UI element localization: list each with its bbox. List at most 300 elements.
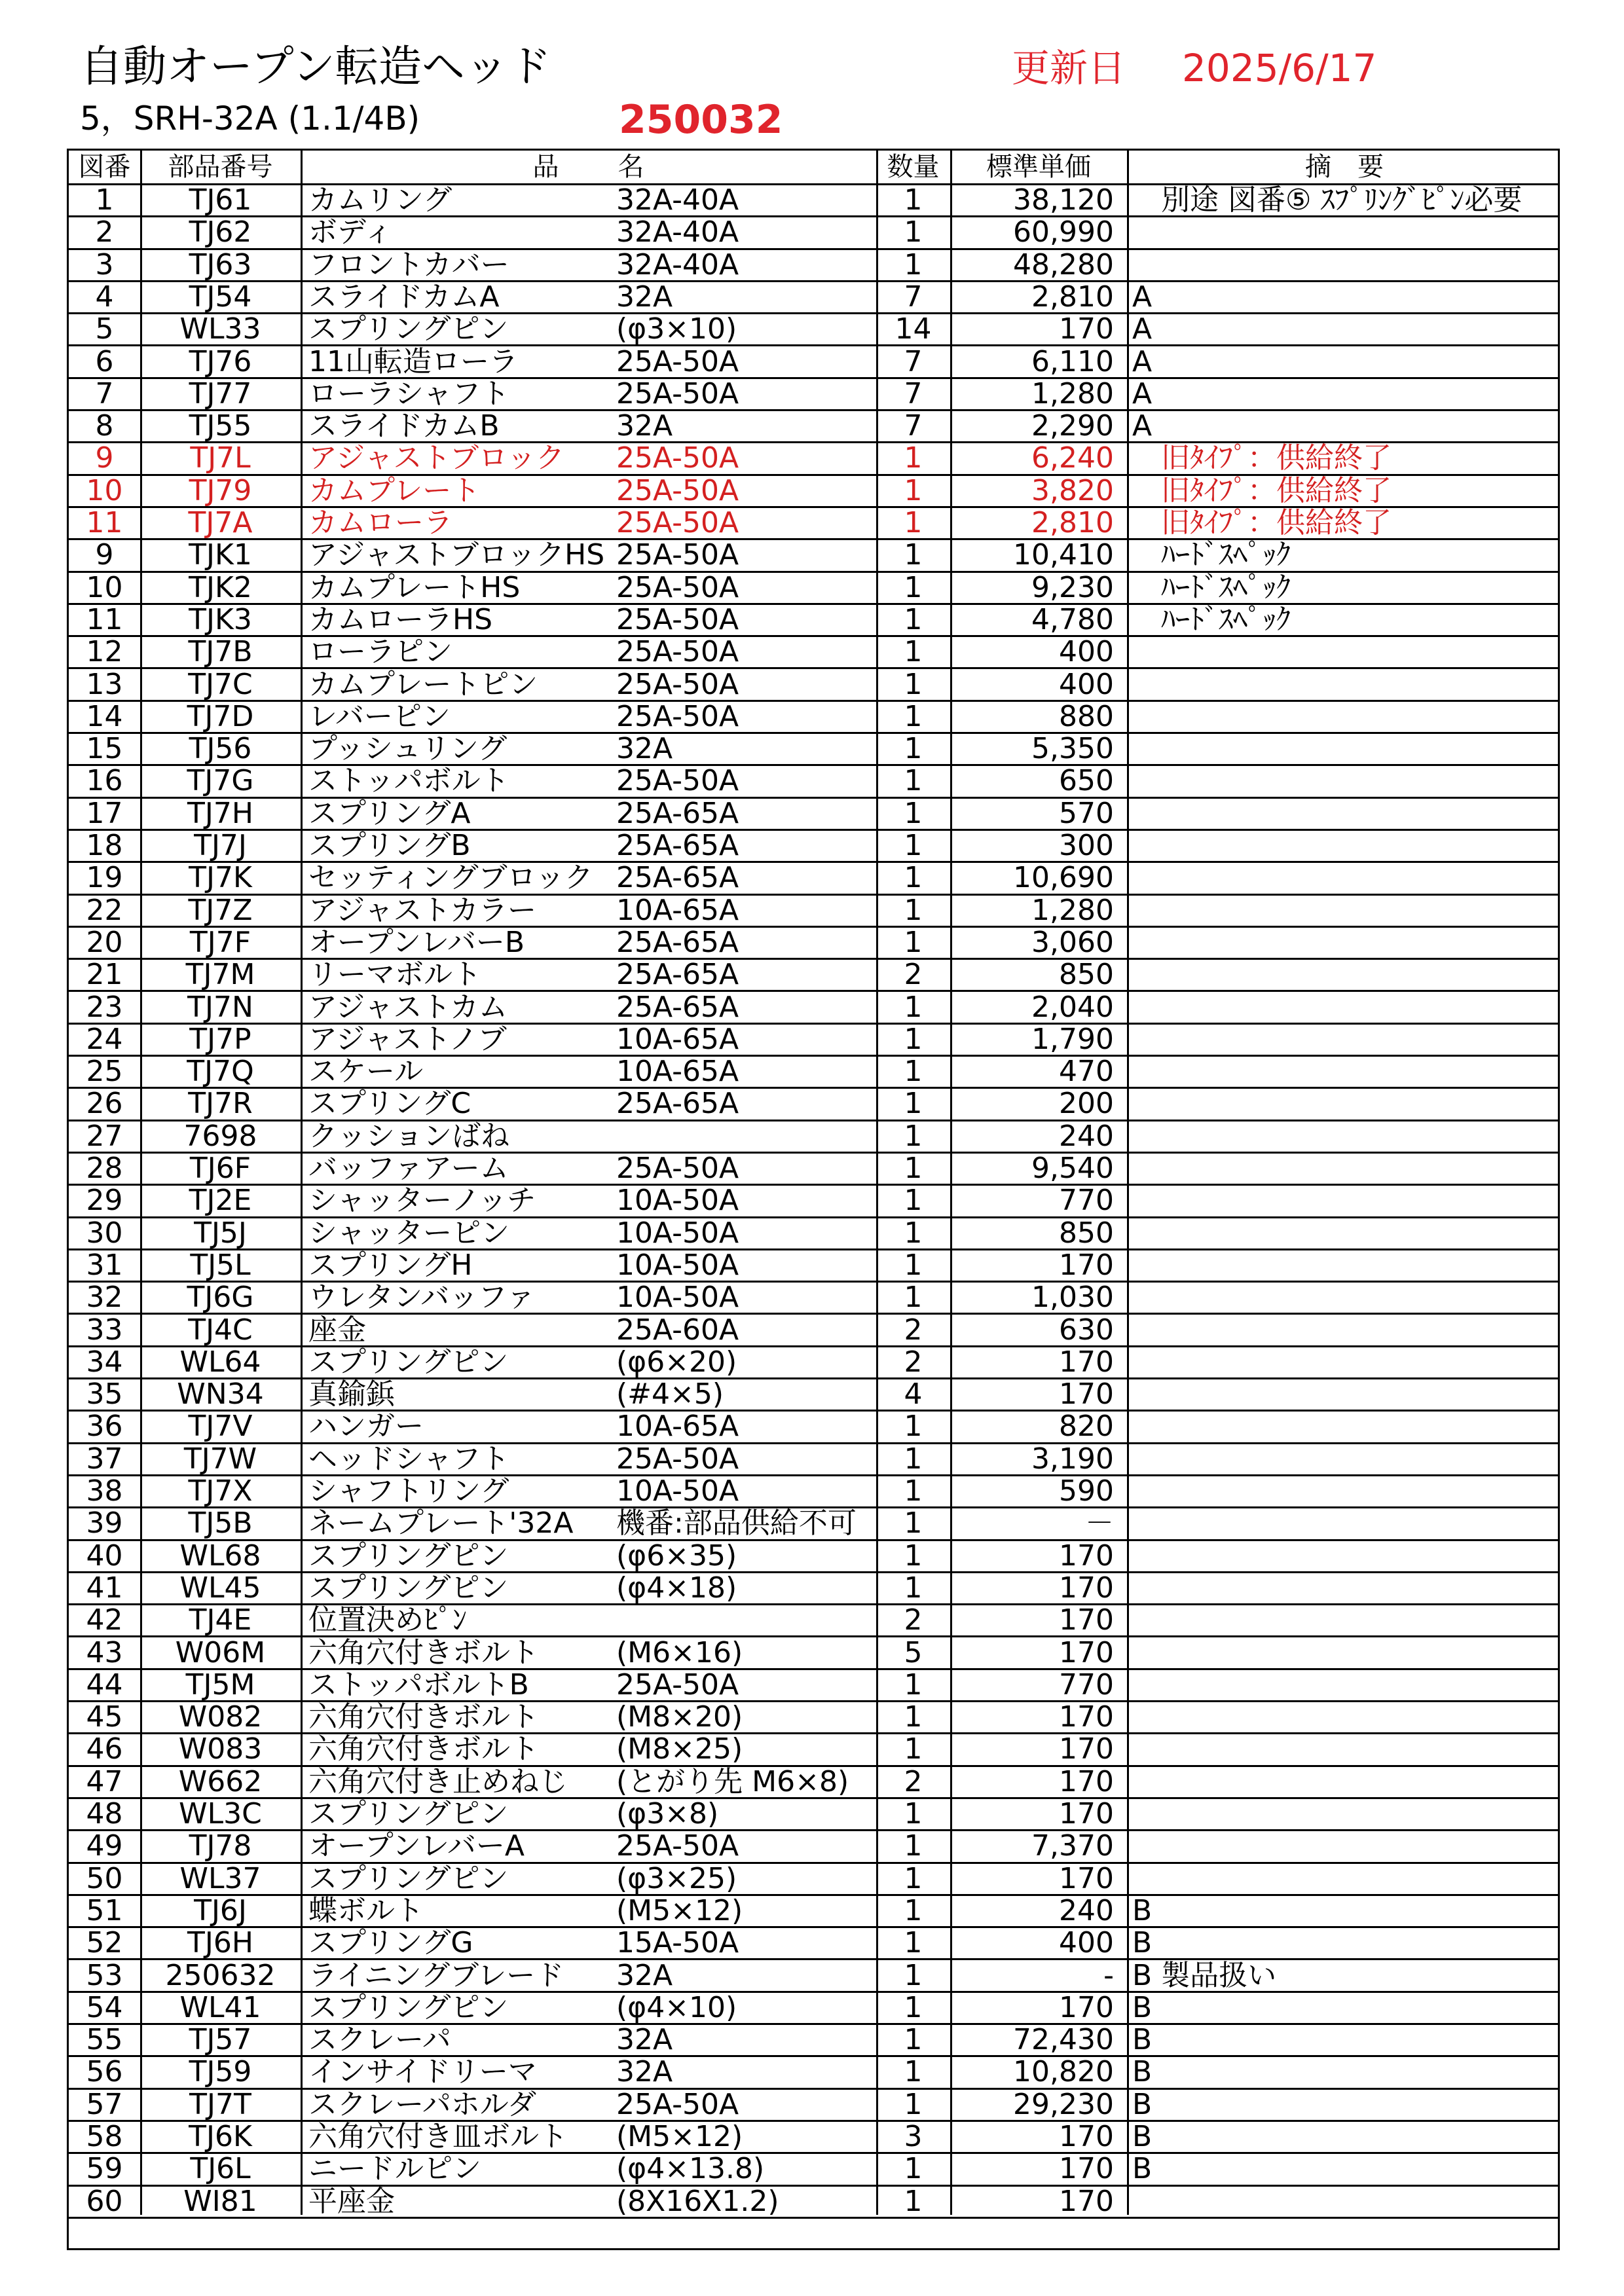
cell-no: 36 [86,1412,123,1442]
cell-no: 43 [86,1637,123,1668]
cell-price: 170 [1059,1250,1114,1281]
cell-note: B 製品扱い [1132,1960,1277,1991]
table-row [69,411,1558,443]
cell-price: 470 [1059,1057,1114,1087]
cell-qty: 1 [904,637,923,668]
cell-spec: 10A-65A [616,1412,739,1442]
cell-spec: 10A-65A [616,1024,739,1055]
header-price: 標準単価 [986,152,1091,182]
cell-part: TJ6F [189,1154,251,1184]
cell-spec: 10A-50A [616,1283,739,1313]
cell-part: WL33 [179,314,261,345]
cell-spec: 25A-65A [616,798,739,829]
cell-qty: 1 [904,1476,923,1506]
cell-spec: 25A-50A [616,701,739,732]
cell-part: WL41 [179,1992,261,2023]
table-row [69,282,1558,314]
table-row [69,1283,1558,1315]
cell-price: 570 [1059,798,1114,829]
cell-name: ローラピン [308,637,452,668]
cell-qty: 1 [904,1218,923,1248]
cell-part: WI81 [183,2186,257,2217]
cell-part: TJ57 [189,2025,252,2056]
table-row [69,1412,1558,1444]
cell-no: 60 [86,2186,123,2217]
cell-note: A [1132,346,1153,377]
cell-spec: 25A-65A [616,992,739,1023]
cell-no: 24 [86,1024,123,1055]
cell-price: 170 [1059,1992,1114,2023]
cell-price: 850 [1059,960,1114,991]
cell-name: スプリングA [308,798,471,829]
cell-no: 42 [86,1605,123,1636]
cell-no: 3 [95,249,114,280]
cell-qty: 1 [904,831,923,861]
cell-price: 9,540 [1031,1154,1114,1184]
cell-name: 六角穴付きボルト [308,1734,539,1765]
cell-spec: 25A-50A [616,508,739,538]
table-row [69,1057,1558,1089]
cell-name: 蝶ボルト [308,1895,424,1926]
cell-qty: 1 [904,701,923,732]
cell-name: プッシュリング [308,734,507,765]
cell-price: 6,110 [1031,346,1114,377]
cell-price: 1,030 [1031,1283,1114,1313]
cell-note: ﾊｰﾄﾞｽﾍﾟｯｸ [1132,604,1291,635]
product-code: 250032 [619,97,783,143]
cell-qty: 1 [904,766,923,797]
table-row [69,508,1558,540]
table-row [69,1089,1558,1121]
model-subtitle: 5，SRH-32A (1.1/4B) [80,100,420,137]
table-row [69,1347,1558,1379]
cell-no: 30 [86,1218,123,1248]
cell-no: 11 [86,604,123,635]
cell-qty: 1 [904,1734,923,1765]
cell-price: 3,190 [1031,1444,1114,1474]
table-row [69,1541,1558,1573]
table-row [69,1831,1558,1863]
cell-name: ストッパボルトB [308,1669,529,1700]
cell-spec: 32A [616,1960,673,1991]
table-row [69,799,1558,831]
cell-name: シャッターピン [308,1218,510,1248]
cell-spec: 32A [616,734,673,765]
cell-spec: 25A-50A [616,475,739,506]
cell-spec: 25A-65A [616,831,739,861]
cell-spec: (M5×12) [616,1895,743,1926]
cell-price: 650 [1059,766,1114,797]
cell-no: 2 [95,217,114,248]
cell-price: 29,230 [1013,2089,1114,2120]
cell-part: WL3C [179,1799,262,1829]
cell-qty: 1 [904,2089,923,2120]
cell-price: 2,290 [1031,411,1114,442]
cell-spec: 25A-65A [616,1089,739,1120]
cell-part: TJ7M [185,960,255,991]
cell-no: 51 [86,1895,123,1926]
cell-no: 26 [86,1089,123,1120]
cell-qty: 1 [904,1412,923,1442]
cell-qty: 1 [904,1121,923,1152]
cell-no: 11 [86,508,123,538]
cell-no: 22 [86,895,123,926]
cell-qty: 1 [904,1444,923,1474]
cell-spec: 25A-50A [616,1831,739,1862]
cell-no: 37 [86,1444,123,1474]
cell-part: W083 [178,1734,263,1765]
cell-price: 2,810 [1031,282,1114,312]
cell-name: ストッパボルト [308,766,509,797]
cell-name: 平座金 [308,2186,395,2217]
cell-name: スプリングピン [308,1540,509,1571]
table-row [69,1799,1558,1831]
cell-qty: 7 [904,346,923,377]
cell-note: B [1132,2154,1153,2185]
cell-no: 48 [86,1799,123,1829]
cell-no: 19 [86,863,123,894]
cell-qty: 7 [904,282,923,312]
cell-name: シャフトリング [308,1476,509,1506]
cell-name: ヘッドシャフト [308,1444,510,1474]
cell-name: カムプレートHS [308,572,521,603]
table-row [69,1379,1558,1412]
header-part: 部品番号 [168,152,273,182]
cell-spec: (8X16X1.2) [616,2186,779,2217]
cell-price: 7,370 [1031,1831,1114,1862]
cell-name: セッティングブロック [308,863,593,894]
cell-qty: 1 [904,798,923,829]
cell-qty: 1 [904,1186,923,1216]
cell-note: A [1132,314,1153,345]
cell-part: TJ7D [187,701,254,732]
cell-price: 630 [1059,1315,1114,1345]
cell-spec: 10A-50A [616,1250,739,1281]
cell-name: カムローラHS [308,604,493,635]
table-row [69,1896,1558,1928]
cell-price: 170 [1059,1347,1114,1377]
cell-spec: 25A-50A [616,766,739,797]
cell-price: 170 [1059,1540,1114,1571]
cell-no: 39 [86,1508,123,1539]
table-row [69,734,1558,766]
header-no: 図番 [78,152,131,182]
cell-spec: 25A-50A [616,637,739,668]
cell-name: ネームプレート'32A [308,1508,574,1539]
cell-name: スクレーパホルダ [308,2089,537,2120]
cell-price: 170 [1059,1799,1114,1829]
cell-name: オープンレバーB [308,927,525,958]
cell-name: ローラシャフト [308,378,510,409]
cell-no: 45 [86,1702,123,1733]
cell-part: TJ61 [189,185,252,215]
cell-part: TJ7G [187,766,254,797]
cell-spec: 25A-65A [616,927,739,958]
cell-qty: 2 [904,1347,923,1377]
cell-qty: 1 [904,1057,923,1087]
cell-spec: 25A-65A [616,960,739,991]
cell-part: TJ7N [187,992,253,1023]
cell-no: 17 [86,798,123,829]
cell-name: フロントカバー [308,249,509,280]
cell-spec: 10A-50A [616,1218,739,1248]
cell-qty: 1 [904,1831,923,1862]
cell-price: 2,810 [1031,508,1114,538]
cell-price: 10,690 [1013,863,1114,894]
cell-spec: 32A-40A [616,217,739,248]
cell-price: 170 [1059,2154,1114,2185]
cell-part: TJ7K [189,863,252,894]
cell-qty: 1 [904,2025,923,2056]
cell-no: 5 [95,314,114,345]
cell-price: 770 [1059,1186,1114,1216]
cell-no: 25 [86,1057,123,1087]
cell-qty: 1 [904,508,923,538]
header-qty: 数量 [887,152,940,182]
cell-no: 32 [86,1283,123,1313]
table-row [69,928,1558,960]
cell-no: 54 [86,1992,123,2023]
cell-part: TJ55 [189,411,252,442]
cell-part: TJ6L [190,2154,251,2185]
table-row [69,831,1558,863]
cell-note: 旧ﾀｲﾌﾟ：供給終了 [1132,475,1392,506]
cell-spec: 25A-60A [616,1315,739,1345]
cell-part: TJ6J [194,1895,247,1926]
cell-price: 170 [1059,1379,1114,1410]
cell-spec: (φ3×8) [616,1799,719,1829]
cell-part: TJ7R [188,1089,253,1120]
cell-no: 12 [86,637,123,668]
cell-price: 1,280 [1031,378,1114,409]
cell-part: 250632 [165,1960,276,1991]
cell-price: 820 [1059,1412,1114,1442]
cell-qty: 2 [904,1605,923,1636]
table-row [69,2057,1558,2089]
cell-name: ボディ [308,217,393,248]
table-row [69,2187,1558,2219]
cell-name: アジャストブロック [308,443,565,474]
cell-qty: 1 [904,185,923,215]
cell-part: WL64 [179,1347,261,1377]
cell-spec: 10A-65A [616,1057,739,1087]
cell-spec: (φ4×18) [616,1573,737,1603]
cell-name: スプリングピン [308,314,509,345]
cell-spec: (とがり先 M6×8) [616,1766,849,1797]
cell-spec: (M6×16) [616,1637,743,1668]
cell-name: 11山転造ローラ [308,346,518,377]
table-row [69,960,1558,992]
cell-qty: 2 [904,960,923,991]
table-row [69,476,1558,508]
table-row [69,670,1558,702]
table-row [69,863,1558,895]
cell-price: 400 [1059,1928,1114,1959]
cell-note: 別途 図番⑤ ｽﾌﾟﾘﾝｸﾞﾋﾟﾝ必要 [1132,185,1522,215]
cell-name: スプリングG [308,1928,473,1959]
cell-price: 170 [1059,314,1114,345]
cell-part: TJK1 [189,540,252,571]
cell-spec: 32A-40A [616,249,739,280]
cell-name: スプリングH [308,1250,473,1281]
cell-price: 850 [1059,1218,1114,1248]
cell-no: 18 [86,831,123,861]
cell-no: 1 [95,185,114,215]
cell-qty: 5 [904,1637,923,1668]
table-row [69,347,1558,379]
cell-name: スプリングピン [308,1992,509,2023]
cell-name: 真鍮鋲 [308,1379,395,1410]
cell-no: 20 [86,927,123,958]
cell-qty: 1 [904,475,923,506]
cell-part: TJ7A [188,508,253,538]
cell-name: ハンガー [308,1412,424,1442]
cell-price: 170 [1059,2186,1114,2217]
cell-spec: 25A-50A [616,378,739,409]
cell-spec: 25A-50A [616,1444,739,1474]
cell-qty: 1 [904,1992,923,2023]
cell-spec: 25A-50A [616,604,739,635]
cell-no: 10 [86,572,123,603]
cell-no: 34 [86,1347,123,1377]
cell-part: TJ63 [189,249,252,280]
cell-no: 28 [86,1154,123,1184]
cell-name: 位置決めﾋﾟﾝ [308,1605,467,1636]
cell-qty: 1 [904,540,923,571]
cell-no: 40 [86,1540,123,1571]
cell-name: スクレーパ [308,2025,451,2056]
cell-part: W082 [178,1702,263,1733]
cell-part: WL68 [179,1540,261,1571]
cell-qty: 1 [904,1250,923,1281]
table-row [69,1444,1558,1476]
cell-spec: 32A [616,282,673,312]
cell-note: B [1132,1895,1153,1926]
cell-price: 170 [1059,1702,1114,1733]
cell-qty: 4 [904,1379,923,1410]
cell-no: 21 [86,960,123,991]
table-row [69,1734,1558,1766]
cell-part: TJ7C [188,669,253,700]
table-row [69,250,1558,282]
cell-part: TJ4C [188,1315,253,1345]
cell-name: アジャストカム [308,992,508,1023]
table-row [69,1928,1558,1960]
page-title: 自動オープン転造ヘッド [80,41,552,92]
cell-name: スプリングピン [308,1799,509,1829]
cell-price: 10,820 [1013,2057,1114,2088]
cell-qty: 2 [904,1315,923,1345]
cell-note: A [1132,282,1153,312]
table-row [69,1315,1558,1347]
cell-spec: 15A-50A [616,1928,739,1959]
cell-name: レバーピン [308,701,451,732]
cell-price: 170 [1059,1734,1114,1765]
table-row [69,2090,1558,2122]
cell-price: 10,410 [1013,540,1114,571]
table-row [69,702,1558,734]
cell-part: WL37 [179,1863,261,1894]
header-name [301,151,876,183]
cell-spec: (φ6×20) [616,1347,737,1377]
cell-price: 170 [1059,1605,1114,1636]
cell-part: TJ78 [189,1831,252,1862]
header-name-a: 品 [532,152,559,182]
table-row [69,1961,1558,1993]
cell-no: 16 [86,766,123,797]
cell-name: アジャストブロックHS [308,540,605,571]
table-row [69,605,1558,637]
cell-price: 170 [1059,1637,1114,1668]
cell-price: 170 [1059,2122,1114,2152]
cell-name: クッションばね [308,1121,510,1152]
cell-part: TJ79 [189,475,252,506]
cell-no: 27 [86,1121,123,1152]
cell-name: スケール [308,1057,424,1087]
cell-part: TJ6K [189,2122,252,2152]
table-row [69,766,1558,798]
cell-price: 590 [1059,1476,1114,1506]
cell-name: スプリングピン [308,1863,509,1894]
cell-qty: 1 [904,1928,923,1959]
cell-no: 56 [86,2057,123,2088]
cell-name: 六角穴付き皿ボルト [308,2122,568,2152]
cell-qty: 3 [904,2122,923,2152]
cell-spec: 25A-50A [616,346,739,377]
cell-qty: 1 [904,1702,923,1733]
cell-part: TJ76 [189,346,252,377]
cell-price: 240 [1059,1121,1114,1152]
cell-part: TJ7J [194,831,247,861]
cell-part: TJ7T [189,2089,251,2120]
table-row [69,1573,1558,1605]
cell-price: 9,230 [1031,572,1114,603]
cell-spec: (M8×20) [616,1702,743,1733]
cell-spec: 25A-50A [616,572,739,603]
table-row [69,573,1558,605]
cell-part: TJ7B [188,637,253,668]
cell-qty: 1 [904,992,923,1023]
cell-spec: 25A-50A [616,669,739,700]
cell-qty: 1 [904,2186,923,2217]
table-row [69,443,1558,475]
cell-price: 2,040 [1031,992,1114,1023]
table-row [69,896,1558,928]
cell-note: B [1132,2057,1153,2088]
cell-part: TJ7X [188,1476,253,1506]
cell-price: 72,430 [1013,2025,1114,2056]
cell-spec: (φ4×13.8) [616,2154,765,2185]
table-row [69,2122,1558,2154]
table-row [69,1864,1558,1896]
cell-qty: 1 [904,1508,923,1539]
cell-part: TJ7H [187,798,253,829]
cell-note: 旧ﾀｲﾌﾟ：供給終了 [1132,508,1392,538]
cell-name: 座金 [308,1315,366,1345]
table-row [69,1638,1558,1670]
cell-note: 旧ﾀｲﾌﾟ：供給終了 [1132,443,1392,474]
cell-qty: 1 [904,1540,923,1571]
table-row [69,540,1558,572]
cell-no: 6 [95,346,114,377]
cell-qty: 14 [895,314,932,345]
cell-spec: 32A [616,2057,673,2088]
cell-name: 六角穴付き止めねじ [308,1766,568,1797]
cell-part: TJ5L [190,1250,251,1281]
table-row [69,1605,1558,1637]
cell-part: TJ6G [187,1283,254,1313]
cell-qty: 2 [904,1766,923,1797]
